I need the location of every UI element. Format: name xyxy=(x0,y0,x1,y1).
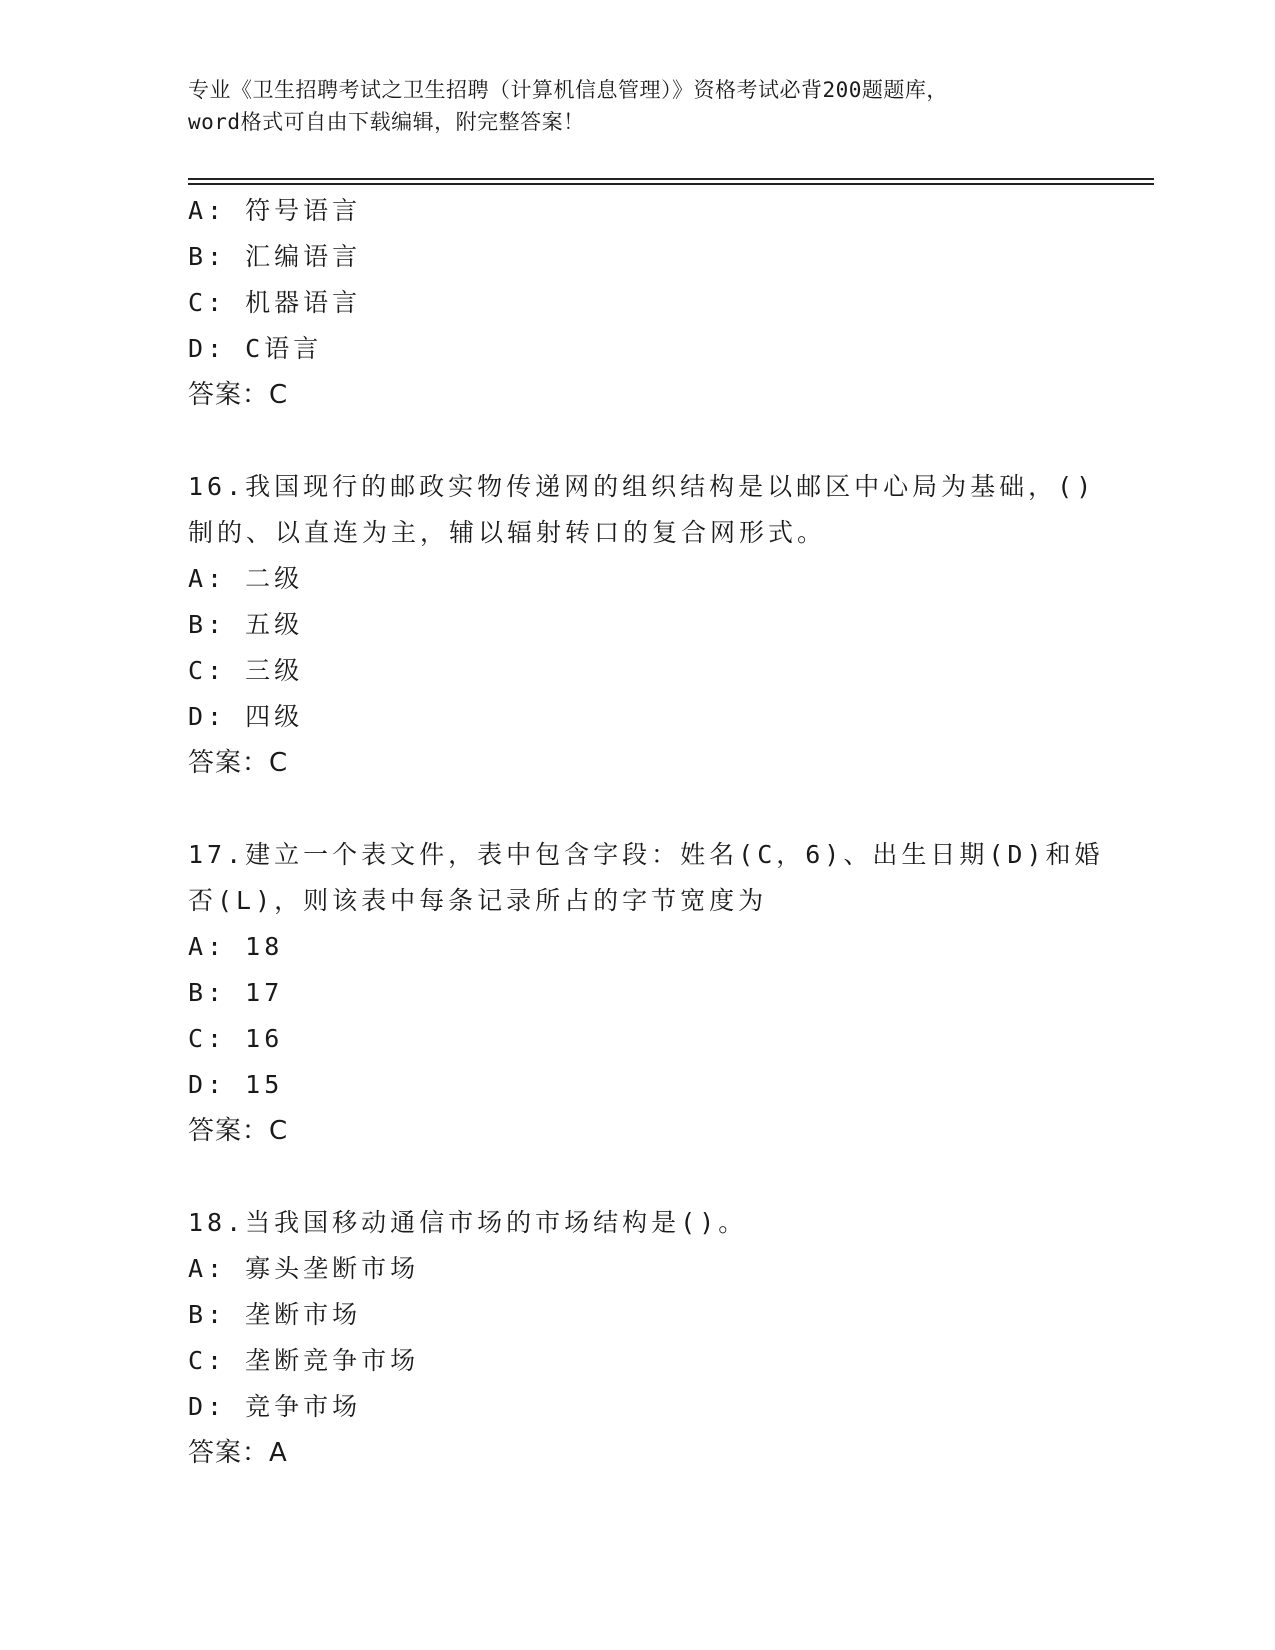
header-divider-top xyxy=(188,178,1154,180)
question-18 xyxy=(188,1200,1088,1476)
header-line-2: word格式可自由下载编辑，附完整答案！ xyxy=(188,110,585,134)
question-stem: 17.建立一个表文件，表中包含字段：姓名(C，6)、出生日期(D)和婚 xyxy=(188,840,1104,869)
question-15-tail xyxy=(188,188,1088,418)
spacer xyxy=(188,418,1088,464)
option-b: B: 垄断市场 xyxy=(188,1300,362,1329)
option-b: B: 五级 xyxy=(188,610,304,639)
document-header xyxy=(188,74,1088,138)
option-d: D: 15 xyxy=(188,1070,284,1099)
option-c: C: 垄断竞争市场 xyxy=(188,1346,420,1375)
option-b: B: 汇编语言 xyxy=(188,242,362,271)
question-stem: 否(L)，则该表中每条记录所占的字节宽度为 xyxy=(188,886,768,915)
answer: 答案：C xyxy=(188,748,289,778)
option-d: D: C语言 xyxy=(188,334,323,363)
option-c: C: 机器语言 xyxy=(188,288,362,317)
header-line-1: 专业《卫生招聘考试之卫生招聘（计算机信息管理）》资格考试必背200题题库， xyxy=(188,78,948,102)
option-d: D: 四级 xyxy=(188,702,304,731)
question-stem: 16.我国现行的邮政实物传递网的组织结构是以邮区中心局为基础，() xyxy=(188,472,1096,501)
spacer xyxy=(188,786,1088,832)
header-divider-bottom xyxy=(188,183,1154,185)
option-c: C: 三级 xyxy=(188,656,304,685)
question-17 xyxy=(188,832,1104,1154)
question-16 xyxy=(188,464,1096,786)
option-a: A: 寡头垄断市场 xyxy=(188,1254,420,1283)
option-c: C: 16 xyxy=(188,1024,284,1053)
answer: 答案：A xyxy=(188,1438,288,1468)
answer: 答案：C xyxy=(188,1116,289,1146)
option-a: A: 符号语言 xyxy=(188,196,362,225)
option-a: A: 18 xyxy=(188,932,284,961)
option-d: D: 竞争市场 xyxy=(188,1392,362,1421)
spacer xyxy=(188,1154,1088,1200)
question-stem: 18.当我国移动通信市场的市场结构是()。 xyxy=(188,1208,748,1237)
question-list xyxy=(188,188,1104,1476)
option-a: A: 二级 xyxy=(188,564,304,593)
question-stem: 制的、以直连为主，辅以辐射转口的复合网形式。 xyxy=(188,518,827,547)
answer: 答案：C xyxy=(188,380,289,410)
option-b: B: 17 xyxy=(188,978,284,1007)
